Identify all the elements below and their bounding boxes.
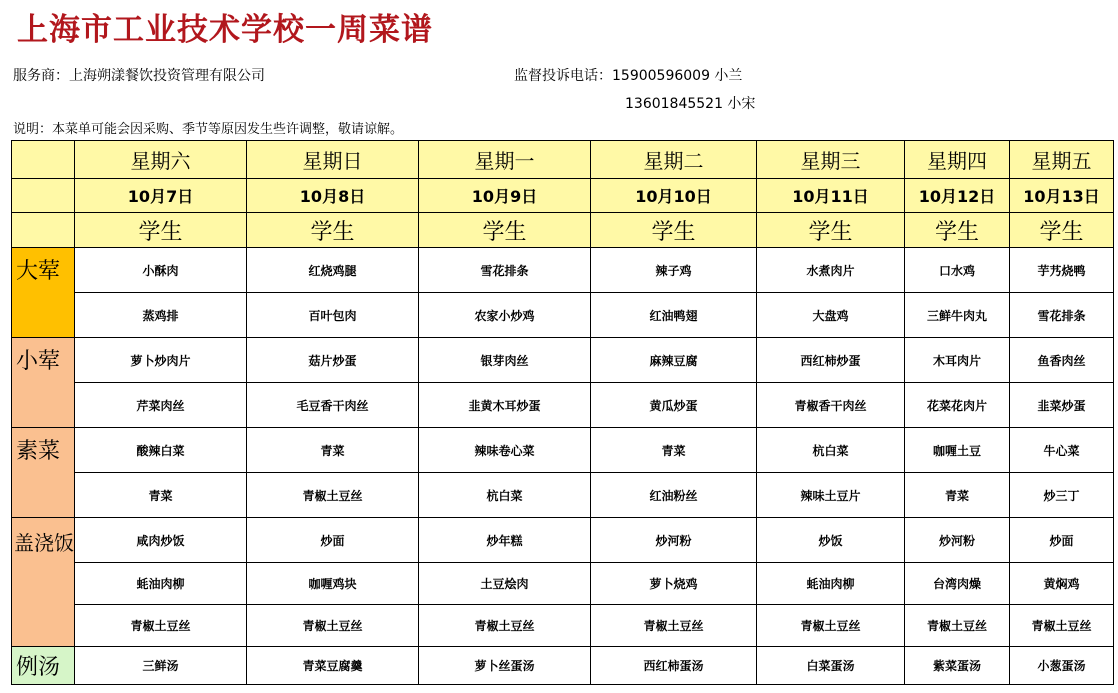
dish-cell: 青椒香干肉丝 (757, 383, 905, 428)
weekday-header: 星期三 (757, 141, 905, 179)
dish-cell: 麻辣豆腐 (591, 338, 757, 383)
weekday-header: 星期一 (419, 141, 591, 179)
dish-cell: 菇片炒蛋 (247, 338, 419, 383)
dish-cell: 鱼香肉丝 (1010, 338, 1114, 383)
dish-cell: 水煮肉片 (757, 248, 905, 293)
dish-cell: 百叶包肉 (247, 293, 419, 338)
dish-cell: 红油鸭翅 (591, 293, 757, 338)
dish-cell: 青菜豆腐羹 (247, 647, 419, 685)
dish-cell: 咸肉炒饭 (75, 518, 247, 563)
audience-header: 学生 (247, 213, 419, 248)
dish-cell: 青菜 (591, 428, 757, 473)
category-sucai: 素菜 (12, 428, 75, 518)
dish-cell: 杭白菜 (419, 473, 591, 518)
dish-cell: 三鲜牛肉丸 (905, 293, 1010, 338)
dish-cell: 萝卜丝蛋汤 (419, 647, 591, 685)
dish-cell: 红烧鸡腿 (247, 248, 419, 293)
dish-cell: 青椒土豆丝 (247, 605, 419, 647)
weekday-header: 星期六 (75, 141, 247, 179)
date-row (12, 179, 1114, 213)
menu-row-xiaohun-1 (12, 338, 1114, 383)
page-title: 上海市工业技术学校一周菜谱 (17, 12, 433, 48)
dish-cell: 大盘鸡 (757, 293, 905, 338)
dish-cell: 青椒土豆丝 (75, 605, 247, 647)
date-header: 10月13日 (1010, 179, 1114, 213)
menu-note: 说明：本菜单可能会因采购、季节等原因发生些许调整，敬请谅解。 (13, 122, 404, 137)
dish-cell: 炒面 (247, 518, 419, 563)
dish-cell: 酸辣白菜 (75, 428, 247, 473)
dish-cell: 西红柿炒蛋 (757, 338, 905, 383)
audience-header: 学生 (1010, 213, 1114, 248)
dish-cell: 蚝油肉柳 (757, 563, 905, 605)
dish-cell: 萝卜炒肉片 (75, 338, 247, 383)
menu-row-sucai-1 (12, 428, 1114, 473)
dish-cell: 咖喱鸡块 (247, 563, 419, 605)
weekday-header: 星期五 (1010, 141, 1114, 179)
weekly-menu-table (11, 140, 1114, 685)
hotline-number-1: 15900596009 小兰 (612, 68, 743, 84)
corner-cell (12, 213, 75, 248)
menu-row-litang (12, 647, 1114, 685)
weekday-header: 星期日 (247, 141, 419, 179)
corner-cell (12, 179, 75, 213)
dish-cell: 红油粉丝 (591, 473, 757, 518)
date-header: 10月8日 (247, 179, 419, 213)
date-header: 10月7日 (75, 179, 247, 213)
dish-cell: 杭白菜 (757, 428, 905, 473)
menu-row-dahun-2 (12, 293, 1114, 338)
dish-cell: 炒河粉 (591, 518, 757, 563)
dish-cell: 青椒土豆丝 (1010, 605, 1114, 647)
dish-cell: 辣味卷心菜 (419, 428, 591, 473)
dish-cell: 雪花排条 (419, 248, 591, 293)
category-dahun: 大荤 (12, 248, 75, 338)
date-header: 10月11日 (757, 179, 905, 213)
date-header: 10月12日 (905, 179, 1010, 213)
weekday-header: 星期二 (591, 141, 757, 179)
provider-text: 服务商：上海朔漾餐饮投资管理有限公司 (13, 68, 265, 84)
hotline-number-2: 13601845521 小宋 (625, 96, 756, 112)
category-litang: 例汤 (12, 647, 75, 685)
dish-cell: 炒河粉 (905, 518, 1010, 563)
dish-cell: 青椒土豆丝 (419, 605, 591, 647)
audience-header: 学生 (905, 213, 1010, 248)
dish-cell: 西红柿蛋汤 (591, 647, 757, 685)
menu-row-gaifan-3 (12, 605, 1114, 647)
dish-cell: 青椒土豆丝 (905, 605, 1010, 647)
dish-cell: 辣子鸡 (591, 248, 757, 293)
dish-cell: 韭菜炒蛋 (1010, 383, 1114, 428)
dish-cell: 芹菜肉丝 (75, 383, 247, 428)
dish-cell: 花菜花肉片 (905, 383, 1010, 428)
category-xiaohun: 小荤 (12, 338, 75, 428)
dish-cell: 黄焖鸡 (1010, 563, 1114, 605)
dish-cell: 紫菜蛋汤 (905, 647, 1010, 685)
dish-cell: 白菜蛋汤 (757, 647, 905, 685)
dish-cell: 三鲜汤 (75, 647, 247, 685)
dish-cell: 小葱蛋汤 (1010, 647, 1114, 685)
menu-row-dahun-1 (12, 248, 1114, 293)
date-header: 10月10日 (591, 179, 757, 213)
dish-cell: 黄瓜炒蛋 (591, 383, 757, 428)
audience-header: 学生 (75, 213, 247, 248)
complaint-hotline (514, 65, 742, 85)
dish-cell: 农家小炒鸡 (419, 293, 591, 338)
audience-row (12, 213, 1114, 248)
dish-cell: 蒸鸡排 (75, 293, 247, 338)
menu-row-xiaohun-2 (12, 383, 1114, 428)
dish-cell: 口水鸡 (905, 248, 1010, 293)
dish-cell: 雪花排条 (1010, 293, 1114, 338)
dish-cell: 炒饭 (757, 518, 905, 563)
dish-cell: 芋艿烧鸭 (1010, 248, 1114, 293)
dish-cell: 炒年糕 (419, 518, 591, 563)
dish-cell: 青菜 (905, 473, 1010, 518)
dish-cell: 青椒土豆丝 (591, 605, 757, 647)
dish-cell: 炒面 (1010, 518, 1114, 563)
hotline-label: 监督投诉电话： (514, 68, 612, 84)
dish-cell: 土豆烩肉 (419, 563, 591, 605)
dish-cell: 牛心菜 (1010, 428, 1114, 473)
dish-cell: 青椒土豆丝 (757, 605, 905, 647)
date-header: 10月9日 (419, 179, 591, 213)
dish-cell: 银芽肉丝 (419, 338, 591, 383)
dish-cell: 小酥肉 (75, 248, 247, 293)
dish-cell: 韭黄木耳炒蛋 (419, 383, 591, 428)
dish-cell: 咖喱土豆 (905, 428, 1010, 473)
dish-cell: 辣味土豆片 (757, 473, 905, 518)
corner-cell (12, 141, 75, 179)
weekday-header: 星期四 (905, 141, 1010, 179)
menu-row-gaifan-2 (12, 563, 1114, 605)
dish-cell: 炒三丁 (1010, 473, 1114, 518)
dish-cell: 萝卜烧鸡 (591, 563, 757, 605)
audience-header: 学生 (419, 213, 591, 248)
category-gaifan: 盖浇饭 (12, 518, 75, 647)
dish-cell: 蚝油肉柳 (75, 563, 247, 605)
dish-cell: 青椒土豆丝 (247, 473, 419, 518)
audience-header: 学生 (757, 213, 905, 248)
dish-cell: 毛豆香干肉丝 (247, 383, 419, 428)
dish-cell: 青菜 (247, 428, 419, 473)
dish-cell: 青菜 (75, 473, 247, 518)
menu-row-gaifan-1 (12, 518, 1114, 563)
dish-cell: 台湾肉燥 (905, 563, 1010, 605)
dish-cell: 木耳肉片 (905, 338, 1010, 383)
audience-header: 学生 (591, 213, 757, 248)
menu-row-sucai-2 (12, 473, 1114, 518)
weekday-row (12, 141, 1114, 179)
